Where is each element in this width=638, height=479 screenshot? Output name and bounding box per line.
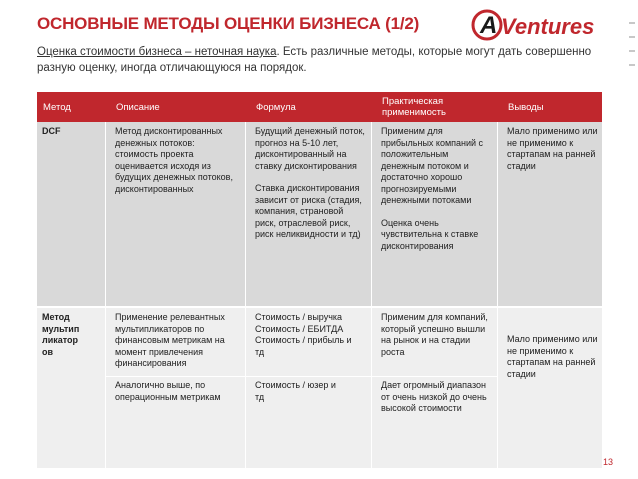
dcf-practicality-main: Применим для прибыльных компаний с положительным денежным потоком и достаточно хорошо прогнозируемыми денежными потоками bbox=[381, 126, 484, 205]
table-header bbox=[37, 92, 602, 122]
multiples-formula-financial: Стоимость / выручка Стоимость / ЕБИТДА Стоимость / прибыль и тд bbox=[255, 312, 352, 357]
multiples-conclusions: Мало применимо или не применимо к стартапам на ранней стадии bbox=[507, 334, 598, 379]
svg-text:Ventures: Ventures bbox=[501, 14, 595, 39]
page-number: 13 bbox=[603, 457, 614, 467]
multiples-description-operational: Аналогично выше, по операционным метрикам bbox=[115, 380, 221, 402]
table-row-multiples bbox=[37, 308, 602, 468]
slide-edge-decoration bbox=[626, 0, 638, 479]
dcf-practicality bbox=[376, 126, 491, 252]
header-formula: Формула bbox=[256, 101, 296, 113]
svg-text:A: A bbox=[480, 12, 498, 39]
slide-title: ОСНОВНЫЕ МЕТОДЫ ОЦЕНКИ БИЗНЕСА (1/2) bbox=[37, 14, 420, 33]
multiples-description-financial: Применение релевантных мультипликаторов по финансовым метрикам на момент привлечения финансирования bbox=[115, 312, 225, 368]
table-row-dcf bbox=[37, 122, 602, 306]
dcf-method: DCF bbox=[42, 126, 61, 136]
header-conclusions: Выводы bbox=[508, 101, 544, 113]
subtitle-emphasis: Оценка стоимости бизнеса – неточная наука bbox=[37, 46, 277, 58]
slide-subtitle bbox=[37, 44, 617, 76]
dcf-formula bbox=[250, 126, 365, 241]
subtitle-text: . Есть различные методы, которые могут дать совершенно разную оценку, иногда отличающуюся на порядок. bbox=[37, 46, 592, 74]
multiples-practicality-financial: Применим для компаний, который успешно вышли на рынок и на стадии роста bbox=[381, 312, 488, 357]
multiples-practicality-operational: Дает огромный диапазон от очень низкой до очень высокой стоимости bbox=[381, 380, 487, 413]
header-practicality: Практическая применимость bbox=[382, 96, 446, 118]
dcf-description: Метод дисконтированных денежных потоков: стоимость проекта оценивается исходя из будущих денежных потоков, дисконтированных bbox=[115, 126, 233, 194]
header-description: Описание bbox=[116, 101, 160, 113]
header-method: Метод bbox=[43, 101, 71, 113]
multiples-method: Метод мультип ликатор ов bbox=[42, 312, 80, 357]
dcf-formula-main: Будущий денежный поток, прогноз на 5-10 лет, дисконтированный на ставку дисконтирования bbox=[255, 126, 365, 171]
aventures-logo bbox=[471, 9, 596, 41]
dcf-formula-rate: Ставка дисконтирования зависит от риска (стадия, компания, страновой риск, отраслевой риск, риск неликвидности и тд) bbox=[255, 183, 362, 239]
multiples-formula-operational: Стоимость / юзер и тд bbox=[255, 380, 336, 402]
dcf-practicality-note: Оценка очень чувствительна к ставке дисконтирования bbox=[381, 217, 479, 251]
valuation-methods-table bbox=[37, 92, 602, 442]
dcf-conclusions: Мало применимо или не применимо к стартапам на ранней стадии bbox=[507, 126, 598, 171]
